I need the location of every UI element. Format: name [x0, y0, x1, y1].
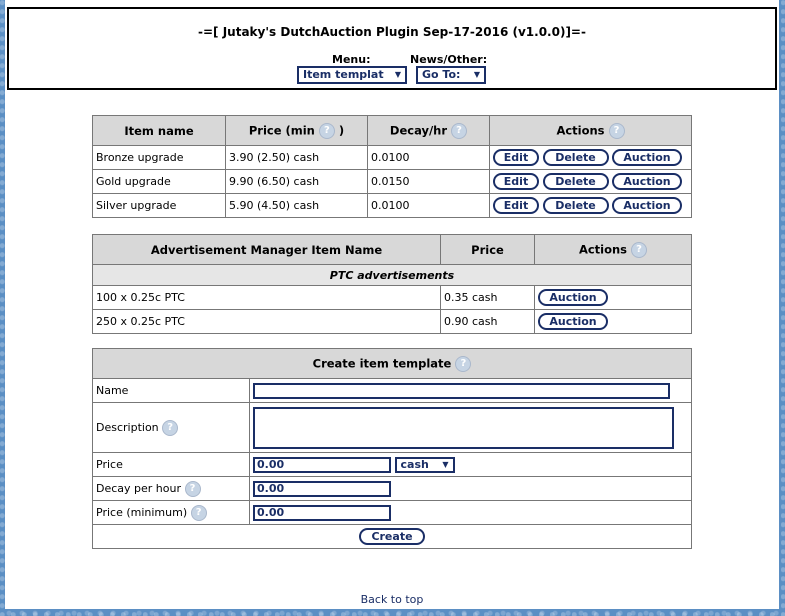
form-title: Create item template ? [93, 349, 692, 379]
delete-button[interactable]: Delete [543, 173, 609, 190]
name-cell [250, 379, 692, 403]
col-decay: Decay/hr ? [368, 116, 490, 146]
item-decay: 0.0100 [368, 146, 490, 170]
col-actions: Actions ? [490, 116, 692, 146]
group-label: PTC advertisements [93, 265, 692, 286]
col-ad-actions: Actions ? [535, 235, 692, 265]
form-row-decay [93, 477, 692, 501]
form-row-description [93, 403, 692, 453]
col-price: Price (min ? ) [226, 116, 368, 146]
auction-button[interactable]: Auction [538, 313, 608, 330]
price-label: Price [93, 453, 250, 477]
ad-price: 0.35 cash [441, 286, 535, 310]
form-row-price [93, 453, 692, 477]
auction-button[interactable]: Auction [612, 173, 682, 190]
table-row [93, 194, 692, 218]
form-row-min [93, 501, 692, 525]
create-button[interactable]: Create [359, 528, 425, 545]
form-header-row [93, 349, 692, 379]
item-price: 9.90 (6.50) cash [226, 170, 368, 194]
items-header-row [93, 116, 692, 146]
item-price: 5.90 (4.50) cash [226, 194, 368, 218]
price-input[interactable]: 0.00 [253, 457, 391, 473]
col-item-name: Item name [93, 116, 226, 146]
min-cell [250, 501, 692, 525]
ad-name: 250 x 0.25c PTC [93, 310, 441, 334]
form-row-submit [93, 525, 692, 549]
help-icon[interactable]: ? [609, 123, 625, 139]
item-name: Silver upgrade [93, 194, 226, 218]
item-actions [490, 194, 692, 218]
table-row [93, 310, 692, 334]
news-label: News/Other: [410, 53, 488, 66]
currency-select[interactable]: cash ▼ [395, 457, 455, 473]
description-textarea[interactable] [253, 407, 674, 449]
page [5, 0, 779, 609]
help-icon[interactable]: ? [451, 123, 467, 139]
auction-button[interactable]: Auction [612, 149, 682, 166]
edit-button[interactable]: Edit [493, 197, 539, 214]
min-price-input[interactable]: 0.00 [253, 505, 391, 521]
item-actions [490, 146, 692, 170]
back-to-top-link[interactable]: Back to top [360, 593, 424, 606]
min-label-cell: Price (minimum) ? [93, 501, 250, 525]
ad-price: 0.90 cash [441, 310, 535, 334]
table-row [93, 146, 692, 170]
help-icon[interactable]: ? [185, 481, 201, 497]
menu-label: Menu: [332, 53, 371, 66]
help-icon[interactable]: ? [191, 505, 207, 521]
description-cell [250, 403, 692, 453]
form-row-name [93, 379, 692, 403]
page-title: -=[ Jutaky's DutchAuction Plugin Sep-17-2016 (v1.0.0)]=- [198, 25, 586, 39]
ad-actions [535, 310, 692, 334]
decay-cell [250, 477, 692, 501]
description-label-cell: Description ? [93, 403, 250, 453]
help-icon[interactable]: ? [319, 123, 335, 139]
chevron-down-icon: ▼ [442, 459, 449, 469]
table-row [93, 170, 692, 194]
delete-button[interactable]: Delete [543, 197, 609, 214]
item-decay: 0.0150 [368, 170, 490, 194]
edit-button[interactable]: Edit [493, 149, 539, 166]
auction-button[interactable]: Auction [612, 197, 682, 214]
edit-button[interactable]: Edit [493, 173, 539, 190]
help-icon[interactable]: ? [162, 420, 178, 436]
chevron-down-icon: ▼ [394, 70, 401, 79]
create-form [92, 348, 692, 549]
ad-actions [535, 286, 692, 310]
name-input[interactable] [253, 383, 670, 399]
col-ad-name: Advertisement Manager Item Name [93, 235, 441, 265]
items-table [92, 115, 692, 218]
submit-cell [93, 525, 692, 549]
auction-button[interactable]: Auction [538, 289, 608, 306]
item-decay: 0.0100 [368, 194, 490, 218]
name-label: Name [93, 379, 250, 403]
decay-input[interactable]: 0.00 [253, 481, 391, 497]
item-price: 3.90 (2.50) cash [226, 146, 368, 170]
menu-select[interactable]: Item templat ▼ [297, 66, 407, 84]
col-ad-price: Price [441, 235, 535, 265]
price-cell [250, 453, 692, 477]
chevron-down-icon: ▼ [473, 70, 480, 79]
header-panel [7, 7, 777, 90]
item-actions [490, 170, 692, 194]
news-select[interactable]: Go To: ▼ [416, 66, 486, 84]
ads-header-row [93, 235, 692, 265]
help-icon[interactable]: ? [455, 356, 471, 372]
item-name: Gold upgrade [93, 170, 226, 194]
decay-label-cell: Decay per hour ? [93, 477, 250, 501]
ad-name: 100 x 0.25c PTC [93, 286, 441, 310]
table-row [93, 286, 692, 310]
help-icon[interactable]: ? [631, 242, 647, 258]
group-row [93, 265, 692, 286]
item-name: Bronze upgrade [93, 146, 226, 170]
delete-button[interactable]: Delete [543, 149, 609, 166]
ads-table [92, 234, 692, 334]
